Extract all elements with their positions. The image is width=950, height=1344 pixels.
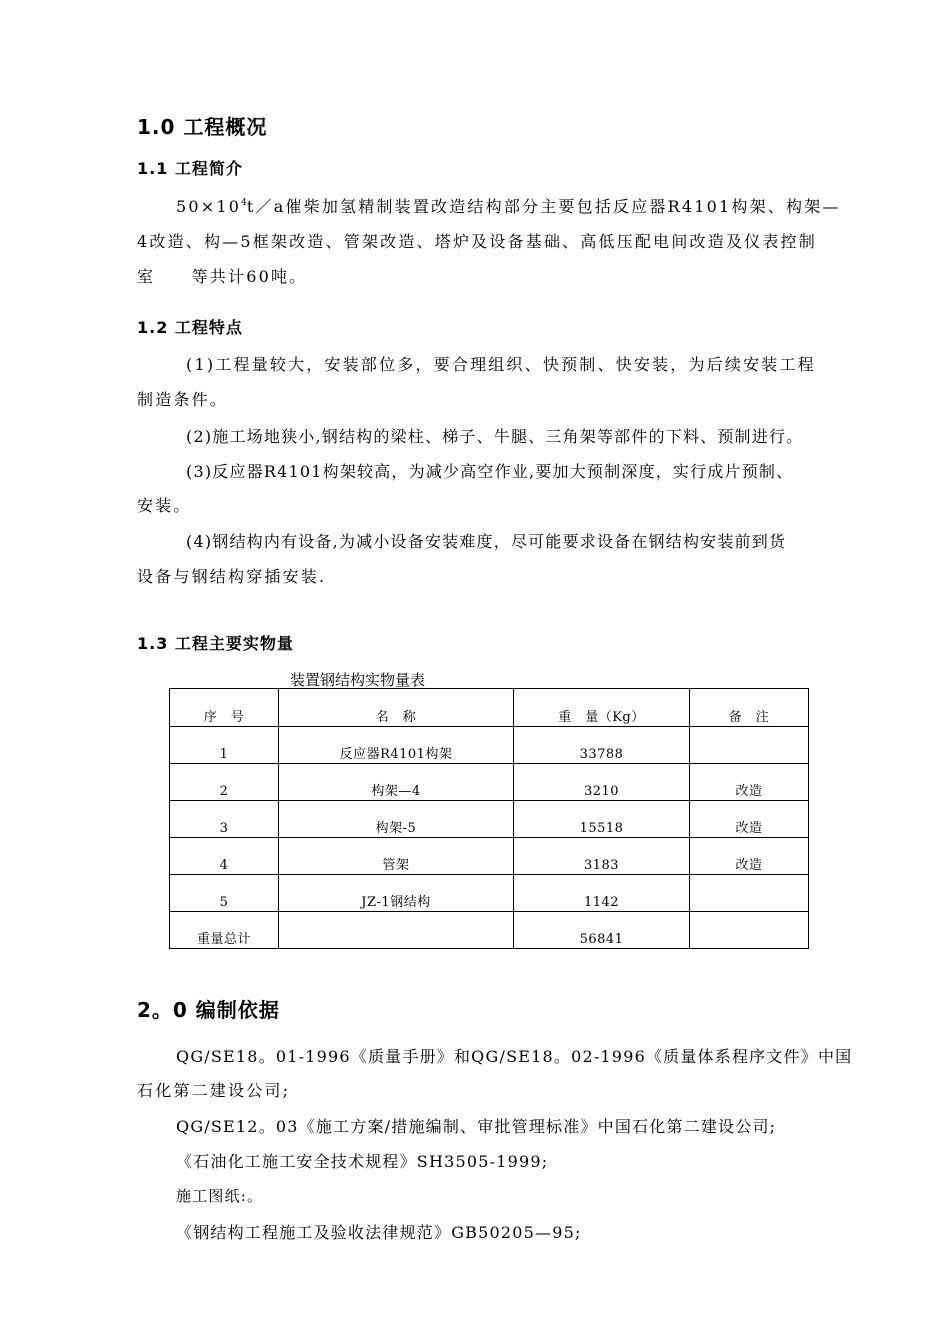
cell-note: 改造 <box>690 764 809 801</box>
header-note: 备 注 <box>690 689 809 727</box>
intro-line-1 <box>176 194 841 217</box>
basis-line-5: 施工图纸:。 <box>176 1187 264 1205</box>
table-header-row <box>170 689 809 727</box>
cell-name: 构架—4 <box>279 764 514 801</box>
cell-weight: 3183 <box>514 838 690 875</box>
feature-3-line-1: (3)反应器R4101构架较高，为减少高空作业,要加大预制深度，实行成片预制、 <box>186 462 794 481</box>
cell-no: 5 <box>170 875 279 912</box>
intro-line-3: 室 等共计60吨。 <box>137 267 308 286</box>
cell-no: 2 <box>170 764 279 801</box>
cell-name: 管架 <box>279 838 514 875</box>
table-total-row <box>170 912 809 949</box>
feature-3-line-2: 安装。 <box>137 496 192 515</box>
feature-4-line-1: (4)钢结构内有设备,为减小设备安装难度，尽可能要求设备在钢结构安装前到货 <box>186 532 787 551</box>
basis-line-4: 《石油化工施工安全技术规程》SH3505-1999; <box>176 1152 549 1171</box>
cell-weight: 1142 <box>514 875 690 912</box>
feature-2: (2)施工场地狭小,钢结构的梁柱、梯子、牛腿、三角架等部件的下料、预制进行。 <box>186 427 804 446</box>
cell-weight: 33788 <box>514 727 690 764</box>
section-1-3-heading: 1.3 工程主要实物量 <box>137 634 294 653</box>
section-2-heading: 2。0 编制依据 <box>137 998 280 1022</box>
table-row <box>170 764 809 801</box>
header-weight: 重 量（Kg） <box>514 689 690 727</box>
header-no: 序 号 <box>170 689 279 727</box>
feature-1-line-1: (1)工程量较大，安装部位多，要合理组织、快预制、快安装，为后续安装工程 <box>186 355 816 374</box>
intro-line-2: 4改造、构—5框架改造、管架改造、塔炉及设备基础、高低压配电间改造及仪表控制 <box>137 232 817 251</box>
cell-name: JZ-1钢结构 <box>279 875 514 912</box>
intro-line-1-post: t／a催柴加氢精制装置改造结构部分主要包括反应器R4101构架、构架— <box>246 197 841 216</box>
basis-line-2: 石化第二建设公司; <box>137 1081 291 1100</box>
basis-line-3: QG/SE12。03《施工方案/措施编制、审批管理标准》中国石化第二建设公司; <box>176 1117 777 1136</box>
cell-no: 1 <box>170 727 279 764</box>
table-title: 装置钢结构实物量表 <box>290 671 426 689</box>
basis-line-6: 《钢结构工程施工及验收法律规范》GB50205—95; <box>176 1223 582 1242</box>
header-name: 名 称 <box>279 689 514 727</box>
cell-note: 改造 <box>690 838 809 875</box>
total-note <box>690 912 809 949</box>
feature-4-line-2: 设备与钢结构穿插安装. <box>137 567 327 586</box>
cell-weight: 3210 <box>514 764 690 801</box>
section-1-heading: 1.0 工程概况 <box>137 115 268 139</box>
total-label: 重量总计 <box>170 912 279 949</box>
cell-name: 反应器R4101构架 <box>279 727 514 764</box>
cell-note: 改造 <box>690 801 809 838</box>
section-1-2-heading: 1.2 工程特点 <box>137 318 243 337</box>
table-row <box>170 875 809 912</box>
table-row <box>170 801 809 838</box>
quantity-table <box>169 688 809 949</box>
basis-line-1: QG/SE18。01-1996《质量手册》和QG/SE18。02-1996《质量体系程序文件》中国 <box>176 1047 853 1066</box>
total-weight: 56841 <box>514 912 690 949</box>
intro-line-1-pre: 50×10 <box>176 197 242 216</box>
feature-1-line-2: 制造条件。 <box>137 390 229 409</box>
intro-line-1-sup: 4 <box>241 198 247 208</box>
table-row <box>170 838 809 875</box>
cell-name: 构架-5 <box>279 801 514 838</box>
cell-no: 4 <box>170 838 279 875</box>
cell-no: 3 <box>170 801 279 838</box>
section-1-1-heading: 1.1 工程简介 <box>137 159 243 178</box>
total-name <box>279 912 514 949</box>
cell-note <box>690 875 809 912</box>
cell-weight: 15518 <box>514 801 690 838</box>
cell-note <box>690 727 809 764</box>
table-row <box>170 727 809 764</box>
